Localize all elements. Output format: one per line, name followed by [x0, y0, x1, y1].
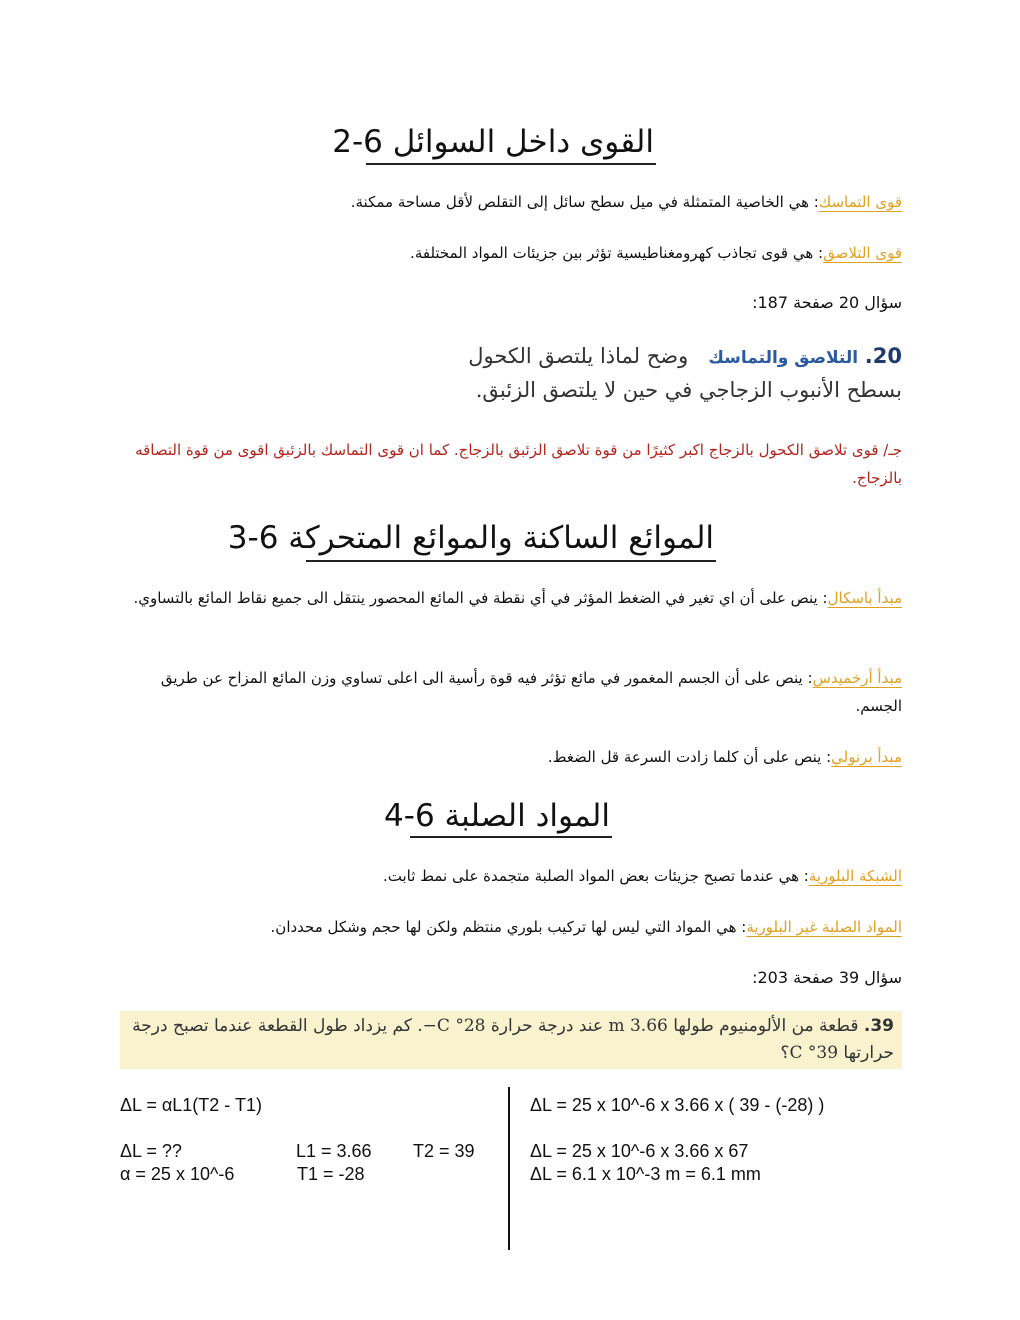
definition-cohesion	[112, 188, 902, 216]
simplified-step: ΔL = 25 x 10^-6 x 3.66 x 67	[530, 1141, 749, 1161]
heading-underline	[410, 836, 612, 838]
definition-pascal	[112, 584, 902, 612]
substitution-step: ΔL = 25 x 10^-6 x 3.66 x ( 39 - (-28) )	[530, 1095, 825, 1115]
given-t2: T2 = 39	[413, 1141, 475, 1161]
definition-text: : ينص على أن كلما زادت السرعة قل الضغط.	[547, 748, 832, 766]
result-step: ΔL = 6.1 x 10^-3 m = 6.1 mm	[530, 1164, 761, 1184]
given-delta-l: ΔL = ??	[120, 1141, 182, 1161]
section-heading-6-4: المواد الصلبة 6-4	[384, 798, 610, 834]
given-t1: T1 = -28	[297, 1164, 365, 1184]
term-pascal: مبدأ باسكال	[827, 589, 902, 607]
answer-20: جـ/ قوى تلاصق الكحول بالزجاج اكبر كثيرًا من قوة تلاصق الزئبق بالزجاج. كما ان قوى التماسك بالزئبق اقوى من قوة التصاقه بالزجاج.	[135, 441, 902, 487]
formula: ΔL = αL1(T2 - T1)	[120, 1095, 262, 1115]
section-heading-6-3: الموائع الساكنة والموائع المتحركة 6-3	[227, 520, 714, 556]
question-text: قطعة من الألومنيوم طولها 3.66 m عند درجة حرارة 28° C−. كم يزداد طول القطعة عندما تصبح درجة حرارتها 39° C؟	[132, 1016, 894, 1063]
question-number: 39.	[863, 1016, 894, 1036]
question-term: التلاصق والتماسك	[708, 348, 859, 368]
question-39-reference: سؤال 39 صفحة 203:	[752, 968, 902, 987]
definition-text: : هي قوى تجاذب كهرومغناطيسية تؤثر بين جزيئات المواد المختلفة.	[410, 244, 824, 262]
heading-underline	[366, 163, 656, 165]
question-text: وضح لماذا يلتصق الكحول	[468, 344, 689, 368]
definition-text: : هي المواد التي ليس لها تركيب بلوري منتظم ولكن لها حجم وشكل محددان.	[270, 918, 747, 936]
definition-archimedes	[112, 664, 902, 720]
column-divider	[508, 1087, 510, 1250]
question-20-excerpt	[442, 340, 902, 406]
term-cohesion: قوى التماسك	[818, 193, 902, 211]
definition-adhesion	[112, 239, 902, 267]
term-adhesion: قوى التلاصق	[823, 244, 902, 262]
definition-amorphous-solids	[112, 913, 902, 941]
definition-text: : هي الخاصية المتمثلة في ميل سطح سائل إلى التقلص لأقل مساحة ممكنة.	[350, 193, 819, 211]
definition-text: : هي عندما تصبح جزيئات بعض المواد الصلبة متجمدة على نمط ثابت.	[382, 867, 809, 885]
question-20-line-2: بسطح الأنبوب الزجاجي في حين لا يلتصق الزئبق.	[475, 378, 902, 402]
given-l1: L1 = 3.66	[296, 1141, 372, 1161]
definition-text: : ينص على أن اي تغير في الضغط المؤثر في أي نقطة في المائع المحصور ينتقل الى جميع نقاط المائع بالتساوي.	[133, 589, 828, 607]
definition-crystal-lattice	[112, 862, 902, 890]
heading-underline	[306, 560, 716, 562]
question-number: 20.	[864, 344, 902, 368]
section-heading-6-2: القوى داخل السوائل 6-2	[332, 124, 654, 160]
question-39-excerpt	[120, 1011, 902, 1069]
given-alpha: α = 25 x 10^-6	[120, 1164, 235, 1184]
definition-bernoulli	[112, 743, 902, 771]
term-archimedes: مبدأ أرخميدس	[812, 669, 902, 687]
term-amorphous-solids: المواد الصلبة غير البلورية	[746, 918, 902, 936]
term-crystal-lattice: الشبكة البلورية	[808, 867, 902, 885]
definition-text: : ينص على أن الجسم المغمور في مائع تؤثر فيه قوة رأسية الى اعلى تساوي وزن المائع المزاح عن طريق الجسم.	[160, 669, 902, 715]
question-20-reference: سؤال 20 صفحة 187:	[752, 293, 902, 312]
question-20-line-1	[442, 340, 902, 374]
term-bernoulli: مبدأ برنولي	[831, 748, 902, 766]
